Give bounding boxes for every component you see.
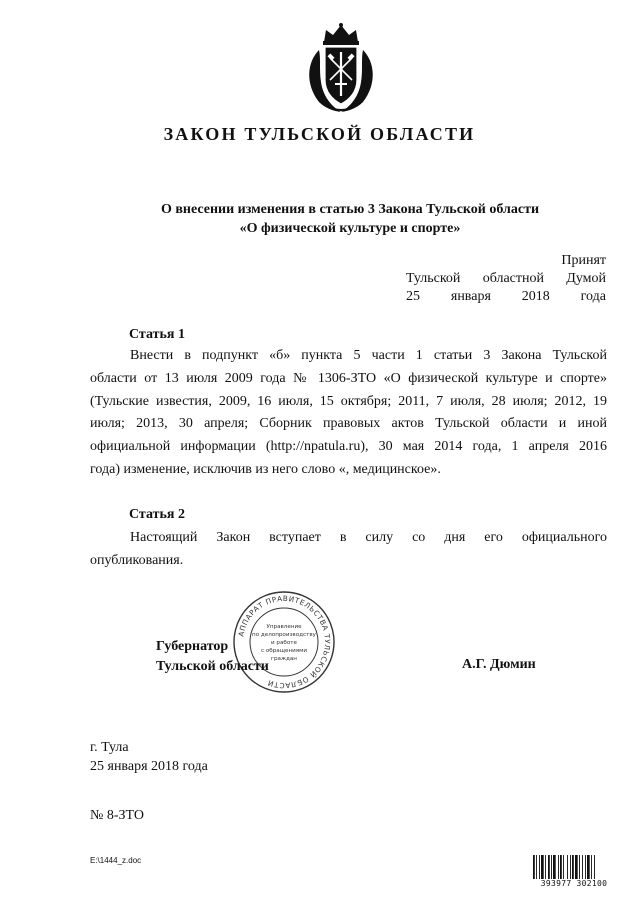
article-1-line: года) изменение, исключив из него слово «, медицинское».: [90, 461, 441, 477]
file-name: E:\1444_z.doc: [90, 856, 142, 865]
barcode-bar: [572, 855, 574, 879]
barcode-bar: [558, 855, 559, 879]
adoption-body: [406, 270, 606, 288]
article-1-line: июля; 2013, 30 апреля; Сборник правовых актов Тульской области и иной: [90, 416, 607, 432]
barcode: [532, 855, 616, 889]
barcode-bar: [594, 855, 595, 879]
barcode-bar: [533, 855, 535, 879]
law-subject-line: «О физической культуре и спорте»: [239, 221, 461, 236]
signatory-name: А.Г. Дюмин: [462, 657, 536, 672]
law-subject: [130, 200, 570, 238]
stamp-center-line: граждан: [271, 656, 297, 662]
article-2-line: опубликования.: [90, 552, 184, 568]
adoption-date: [406, 288, 606, 306]
stamp-center-line: с обращениями: [261, 648, 307, 654]
law-number: № 8-ЗТО: [90, 808, 145, 823]
barcode-bar: [536, 855, 537, 879]
article-2-heading: Статья 2: [129, 507, 185, 522]
adoption-date-word: года: [580, 289, 606, 304]
signatory-title-line: Губернатор: [156, 639, 229, 654]
barcode-bar: [551, 855, 552, 879]
article-1-text: [90, 345, 607, 482]
barcode-bar: [548, 855, 550, 879]
tula-coat-of-arms-icon: [297, 22, 385, 114]
barcode-bar: [560, 855, 562, 879]
stamp-center-line: Управление: [266, 624, 302, 630]
signatory-title: [156, 637, 269, 677]
law-title: ЗАКОН ТУЛЬСКОЙ ОБЛАСТИ: [163, 124, 476, 144]
article-1-line: Внести в подпункт «б» пункта 5 части 1 статьи 3 Закона Тульской: [130, 348, 607, 363]
adoption-body-word: Тульской: [406, 271, 461, 286]
article-1-heading: Статья 1: [129, 327, 185, 342]
barcode-bar: [545, 855, 546, 879]
barcode-bar: [553, 855, 556, 879]
stamp-ring-text: АППАРАТ ПРАВИТЕЛЬСТВА ТУЛЬСКОЙ ОБЛАСТИ: [236, 593, 333, 691]
article-1-line: области от 13 июля 2009 года № 1306-ЗТО «О физической культуре и спорте»: [90, 370, 607, 386]
barcode-bar: [587, 855, 590, 879]
stamp-center-line: и работе: [271, 640, 297, 646]
adoption-date-word: 2018: [521, 289, 550, 304]
barcode-bar: [575, 855, 578, 879]
article-1-line: официальной информации (http://npatula.ru), 30 мая 2014 года, 1 апреля 2016: [90, 439, 607, 455]
barcode-bar: [579, 855, 580, 879]
barcode-bar: [582, 855, 583, 879]
adoption-body-word: областной: [482, 271, 544, 286]
barcode-bar: [591, 855, 592, 879]
article-1-line: (Тульские известия, 2009, 16 июля, 15 октября; 2011, 7 июля, 28 июля; 2012, 19: [90, 393, 607, 409]
barcode-bar: [567, 855, 568, 879]
signatory-title-line: Тульской области: [156, 659, 269, 674]
barcode-bar: [585, 855, 586, 879]
adoption-date-word: января: [450, 289, 491, 304]
place: г. Тула: [90, 740, 129, 755]
barcode-bar: [563, 855, 564, 879]
barcode-bar: [541, 855, 544, 879]
article-2-line: Настоящий Закон вступает в силу со дня его официального: [130, 530, 607, 545]
barcode-bar: [539, 855, 540, 879]
barcode-bars: [532, 855, 616, 879]
law-subject-line: О внесении изменения в статью 3 Закона Тульской области: [160, 202, 540, 217]
adoption-block: [406, 252, 606, 306]
adoption-label: Принят: [561, 253, 606, 268]
barcode-digits: 393977 302100: [540, 879, 608, 888]
article-2-text: [90, 527, 607, 573]
adoption-body-word: Думой: [566, 271, 606, 286]
adoption-date-word: 25: [406, 289, 420, 304]
stamp-center-line: по делопроизводству: [252, 632, 316, 638]
place-date-block: [90, 738, 208, 776]
barcode-bar: [570, 855, 571, 879]
signing-date: 25 января 2018 года: [90, 759, 208, 774]
